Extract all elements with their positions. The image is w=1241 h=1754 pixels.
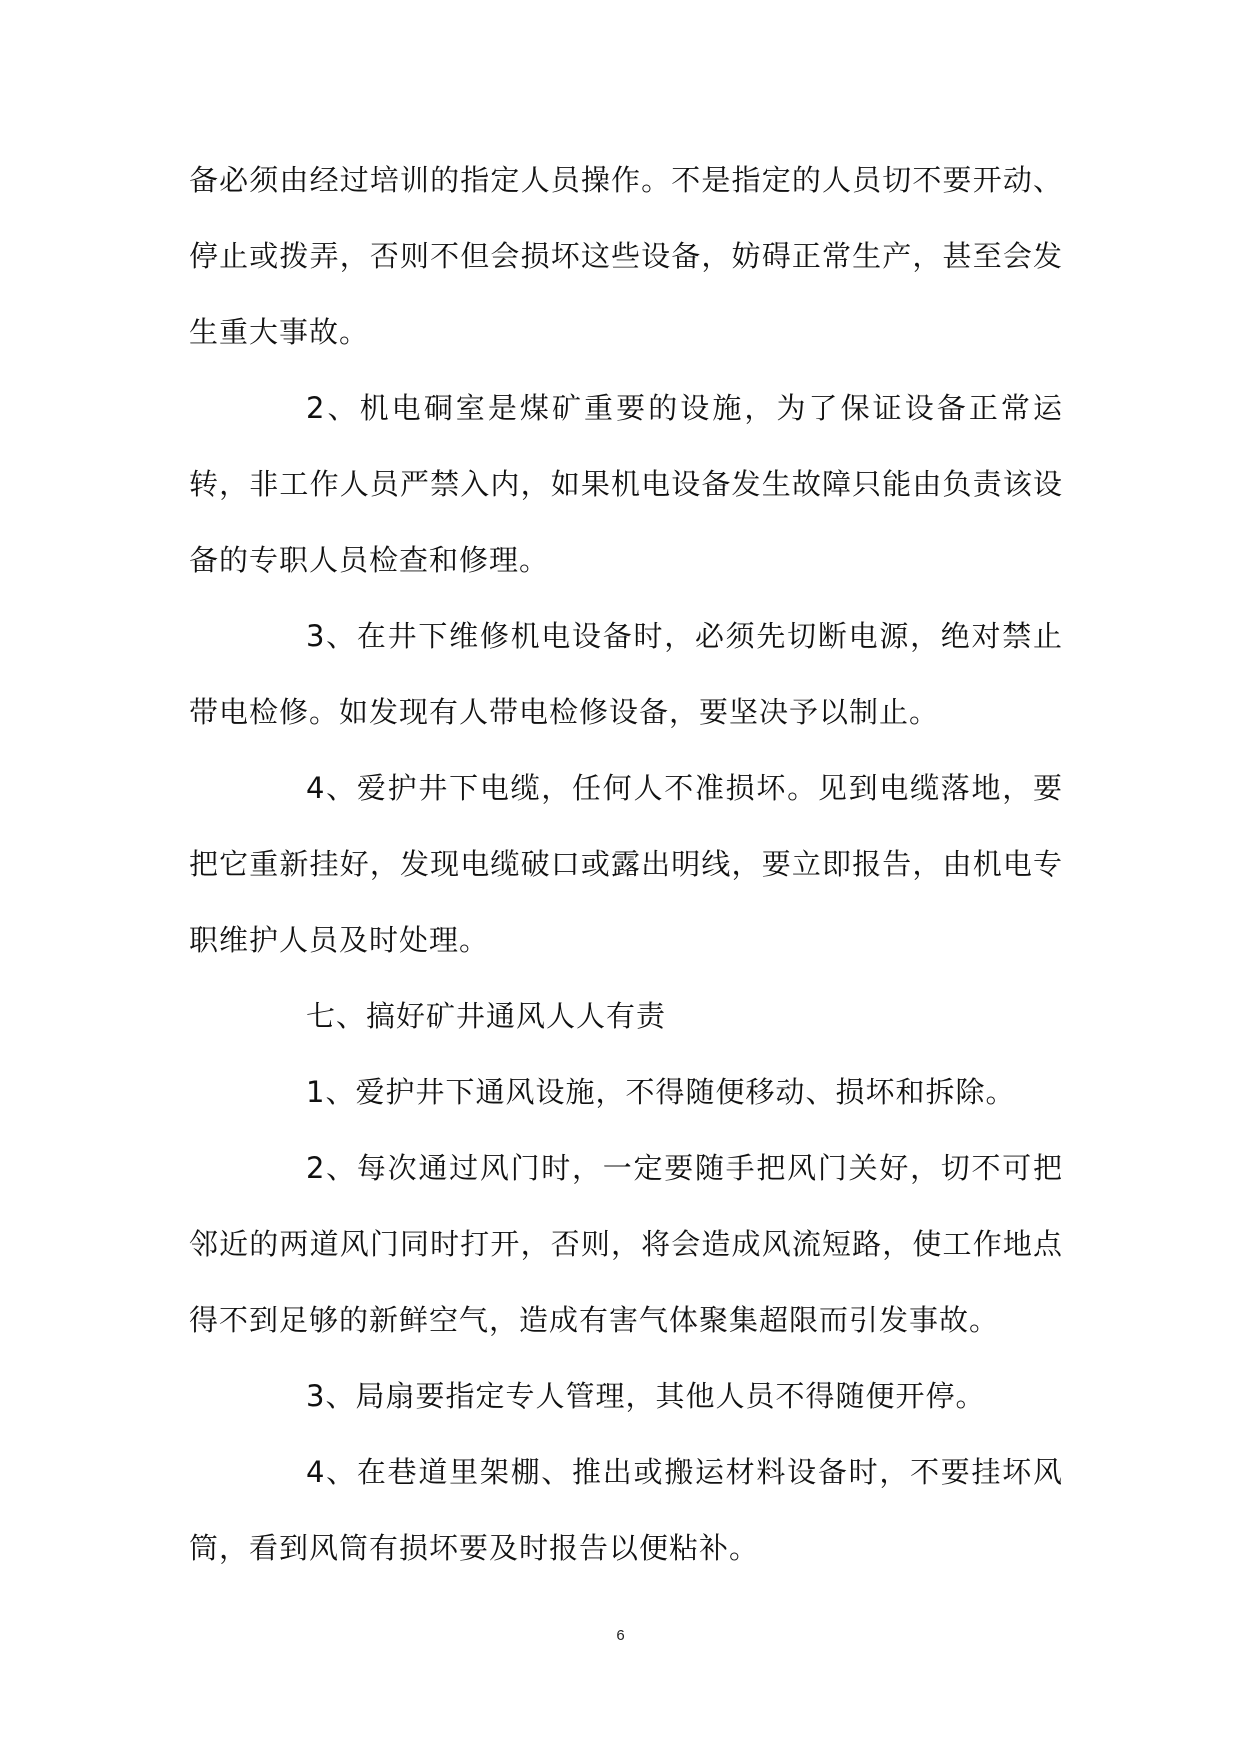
paragraph-ventilation-3: 3、局扇要指定专人管理，其他人员不得随便开停。: [306, 1379, 986, 1413]
section-heading-7: 七、搞好矿井通风人人有责: [306, 999, 667, 1033]
paragraph-ventilation-2: 2、每次通过风门时，一定要随手把风门关好，切不可把邻近的两道风门同时打开，否则，将会造成风流短路，使工作地点得不到足够的新鲜空气，造成有害气体聚集超限而引发事故。: [189, 1151, 1063, 1337]
paragraph-ventilation-1: 1、爱护井下通风设施，不得随便移动、损坏和拆除。: [306, 1075, 1016, 1109]
paragraph-item-3: 3、在井下维修机电设备时，必须先切断电源，绝对禁止带电检修。如发现有人带电检修设备，要坚决予以制止。: [189, 619, 1063, 729]
paragraph-continuation: 备必须由经过培训的指定人员操作。不是指定的人员切不要开动、停止或拨弄，否则不但会损坏这些设备，妨碍正常生产，甚至会发生重大事故。: [189, 163, 1063, 349]
page-number: 6: [616, 1627, 625, 1644]
paragraph-item-4: 4、爱护井下电缆，任何人不准损坏。见到电缆落地，要把它重新挂好，发现电缆破口或露出明线，要立即报告，由机电专职维护人员及时处理。: [189, 771, 1063, 957]
document-body: [189, 142, 1063, 1586]
paragraph-item-2: 2、机电硐室是煤矿重要的设施，为了保证设备正常运转，非工作人员严禁入内，如果机电设备发生故障只能由负责该设备的专职人员检查和修理。: [189, 391, 1063, 577]
paragraph-ventilation-4: 4、在巷道里架棚、推出或搬运材料设备时，不要挂坏风筒，看到风筒有损坏要及时报告以便粘补。: [189, 1455, 1063, 1565]
